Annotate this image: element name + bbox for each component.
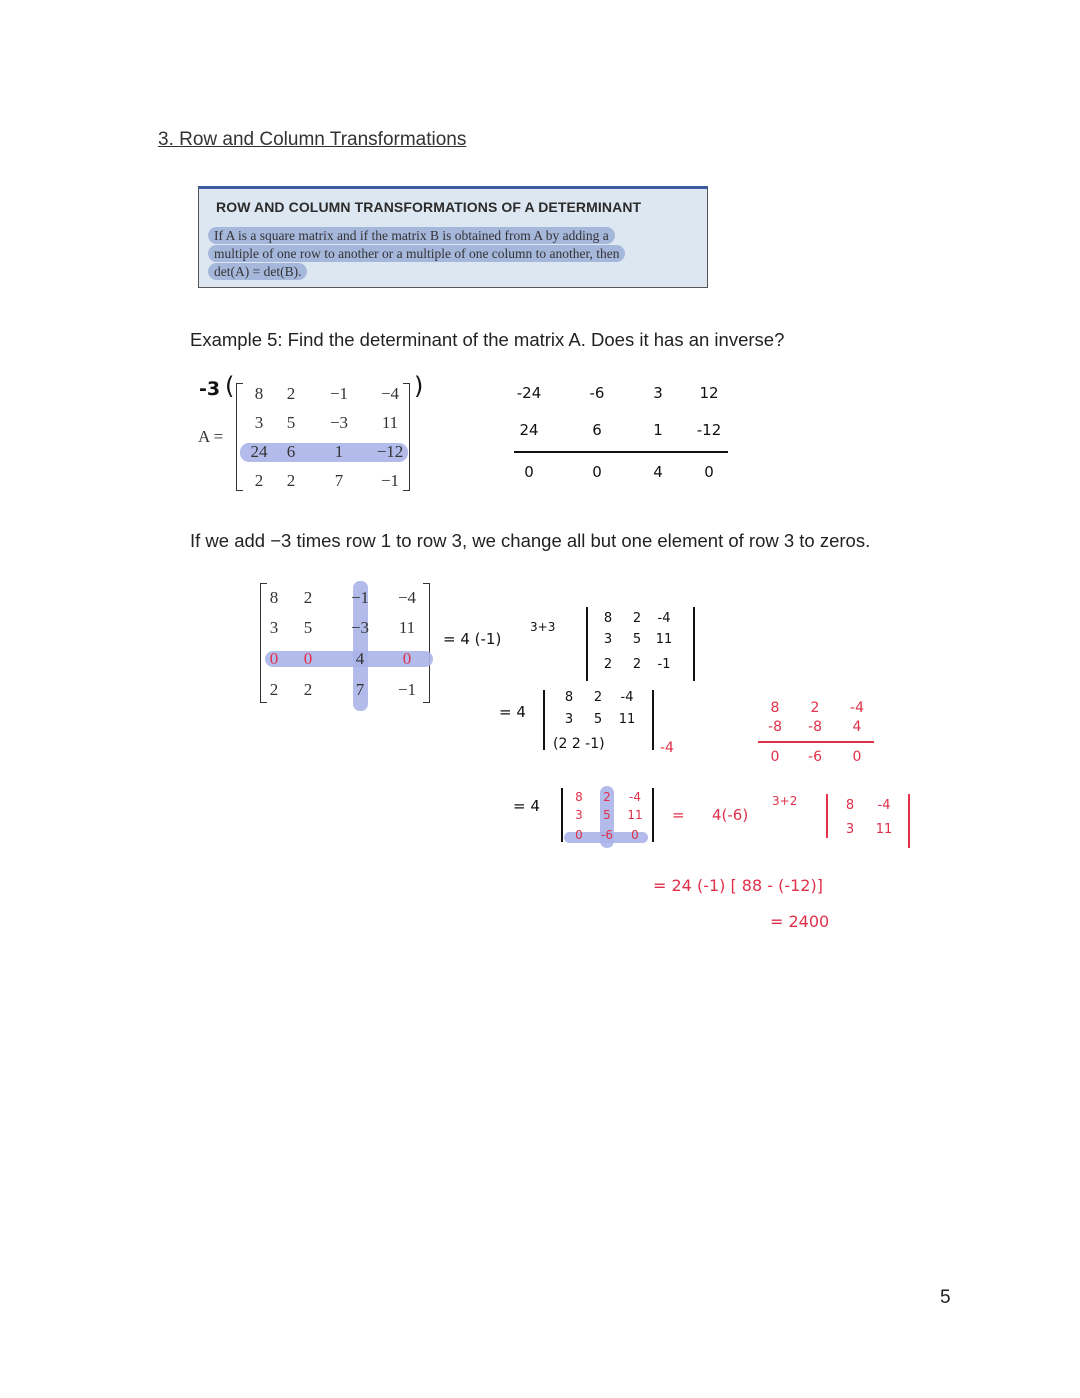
matrix-cell: 0 xyxy=(269,649,279,668)
matrix-cell: 11 xyxy=(618,712,636,727)
matrix-cell: 8 xyxy=(603,611,613,626)
matrix-cell: 0 xyxy=(524,463,534,481)
matrix-cell: 3 xyxy=(603,632,613,647)
step2-annotation: -4 xyxy=(660,740,674,756)
matrix-cell: 5 xyxy=(286,413,296,432)
step1-exponent: 3+3 xyxy=(530,620,556,634)
matrix-cell: -12 xyxy=(696,421,722,439)
matrix-cell: −4 xyxy=(380,384,400,403)
matrix-cell: -4 xyxy=(620,690,634,705)
step3-equals: = xyxy=(672,806,685,824)
step2-row3: (2 2 -1) xyxy=(553,736,605,752)
matrix-cell: -24 xyxy=(516,384,542,402)
matrix-cell: −3 xyxy=(350,618,370,637)
matrix-cell: 1 xyxy=(653,421,663,439)
matrix-cell: 5 xyxy=(303,618,313,637)
matrix-cell: 11 xyxy=(627,808,643,822)
matrix-cell: -8 xyxy=(808,719,822,735)
matrix-cell: -6 xyxy=(808,749,822,765)
matrix-cell: 8 xyxy=(254,384,264,403)
matrix-cell: 3 xyxy=(575,808,583,822)
matrix-cell: 12 xyxy=(699,384,719,402)
matrix-cell: -6 xyxy=(589,384,605,402)
det-bar xyxy=(652,788,654,842)
matrix-cell: −12 xyxy=(376,442,404,461)
matrix-a-left-bracket xyxy=(236,383,243,491)
step4-expression: = 24 (-1) [ 88 - (-12)] xyxy=(653,876,823,895)
det-bar xyxy=(543,690,545,750)
matrix-cell: 3 xyxy=(845,822,855,837)
matrix-cell: 11 xyxy=(875,822,893,837)
matrix-cell: 6 xyxy=(286,442,296,461)
final-result: = 2400 xyxy=(770,912,830,931)
matrix-cell: 2 xyxy=(603,657,613,672)
det-bar xyxy=(652,690,654,750)
matrix-b-right-bracket xyxy=(423,583,430,703)
matrix-cell: 2 xyxy=(632,657,642,672)
matrix-cell: 2 xyxy=(269,680,279,699)
matrix-cell: 3 xyxy=(254,413,264,432)
matrix-cell: −3 xyxy=(329,413,349,432)
det-bar xyxy=(586,607,588,681)
matrix-cell: 2 xyxy=(286,384,296,403)
matrix-cell: -6 xyxy=(601,828,613,842)
matrix-cell: 5 xyxy=(632,632,642,647)
matrix-cell: 8 xyxy=(564,690,574,705)
matrix-cell: 5 xyxy=(603,808,611,822)
matrix-cell: 5 xyxy=(593,712,603,727)
matrix-cell: −1 xyxy=(329,384,349,403)
scratch-divider xyxy=(514,451,728,453)
matrix-a-label: A = xyxy=(198,427,224,446)
theorem-line-1: If A is a square matrix and if the matrix B is obtained from A by adding a xyxy=(208,227,615,244)
theorem-line-3: det(A) = det(B). xyxy=(208,263,307,280)
matrix-cell: 1 xyxy=(334,442,344,461)
matrix-cell: 2 xyxy=(603,790,611,804)
matrix-cell: 0 xyxy=(852,749,862,765)
matrix-cell: 2 xyxy=(303,680,313,699)
matrix-cell: 2 xyxy=(286,471,296,490)
section-title: 3. Row and Column Transformations xyxy=(158,129,467,150)
red-divider xyxy=(758,741,874,743)
matrix-cell: 4 xyxy=(852,719,862,735)
matrix-cell: 3 xyxy=(653,384,663,402)
matrix-cell: 2 xyxy=(810,700,820,716)
matrix-cell: −4 xyxy=(397,588,417,607)
matrix-cell: 0 xyxy=(704,463,714,481)
matrix-cell: 11 xyxy=(655,632,673,647)
det-bar xyxy=(561,788,563,842)
step2-coefficient: = 4 xyxy=(499,703,526,721)
det-bar xyxy=(826,794,828,838)
matrix-cell: 0 xyxy=(592,463,602,481)
matrix-cell: -8 xyxy=(768,719,782,735)
handwritten-factor: -3 xyxy=(199,378,221,400)
page-number: 5 xyxy=(940,1287,951,1308)
matrix-cell: -4 xyxy=(657,611,671,626)
matrix-cell: 8 xyxy=(269,588,279,607)
matrix-cell: 8 xyxy=(845,798,855,813)
theorem-title: ROW AND COLUMN TRANSFORMATIONS OF A DETERMINANT xyxy=(216,199,642,215)
theorem-line-2: multiple of one row to another or a multiple of one column to another, then xyxy=(208,245,625,262)
close-paren-glyph: ) xyxy=(414,372,424,400)
matrix-cell: −1 xyxy=(380,471,400,490)
matrix-cell: 0 xyxy=(303,649,313,668)
matrix-cell: 3 xyxy=(564,712,574,727)
step3-rhs-exponent: 3+2 xyxy=(772,794,798,808)
matrix-cell: 7 xyxy=(355,680,365,699)
matrix-cell: 7 xyxy=(334,471,344,490)
matrix-cell: 24 xyxy=(250,442,268,461)
matrix-cell: −1 xyxy=(350,588,370,607)
explanation-text: If we add −3 times row 1 to row 3, we change all but one element of row 3 to zeros. xyxy=(190,530,871,551)
matrix-cell: 0 xyxy=(770,749,780,765)
matrix-cell: 4 xyxy=(653,463,663,481)
det-bar xyxy=(693,607,695,681)
matrix-cell: 0 xyxy=(575,828,583,842)
matrix-cell: 6 xyxy=(592,421,602,439)
matrix-cell: -4 xyxy=(629,790,641,804)
matrix-cell: 4 xyxy=(355,649,365,668)
matrix-cell: -1 xyxy=(657,657,671,672)
matrix-cell: 11 xyxy=(398,618,416,637)
matrix-cell: −1 xyxy=(397,680,417,699)
step1-coefficient: = 4 (-1) xyxy=(443,630,502,648)
det-bar xyxy=(908,794,910,848)
matrix-cell: -4 xyxy=(850,700,864,716)
matrix-cell: 8 xyxy=(575,790,583,804)
matrix-cell: 8 xyxy=(770,700,780,716)
matrix-cell: 0 xyxy=(402,649,412,668)
open-paren-glyph: ( xyxy=(225,372,235,400)
matrix-cell: 3 xyxy=(269,618,279,637)
matrix-cell: 2 xyxy=(632,611,642,626)
matrix-cell: -4 xyxy=(877,798,891,813)
matrix-cell: 2 xyxy=(593,690,603,705)
matrix-cell: 11 xyxy=(381,413,399,432)
step3-coefficient: = 4 xyxy=(513,797,540,815)
matrix-cell: 24 xyxy=(519,421,539,439)
matrix-cell: 2 xyxy=(303,588,313,607)
matrix-cell: 2 xyxy=(254,471,264,490)
step3-rhs-coefficient: 4(-6) xyxy=(712,806,749,824)
example-statement: Example 5: Find the determinant of the matrix A. Does it has an inverse? xyxy=(190,329,785,350)
matrix-cell: 0 xyxy=(631,828,639,842)
